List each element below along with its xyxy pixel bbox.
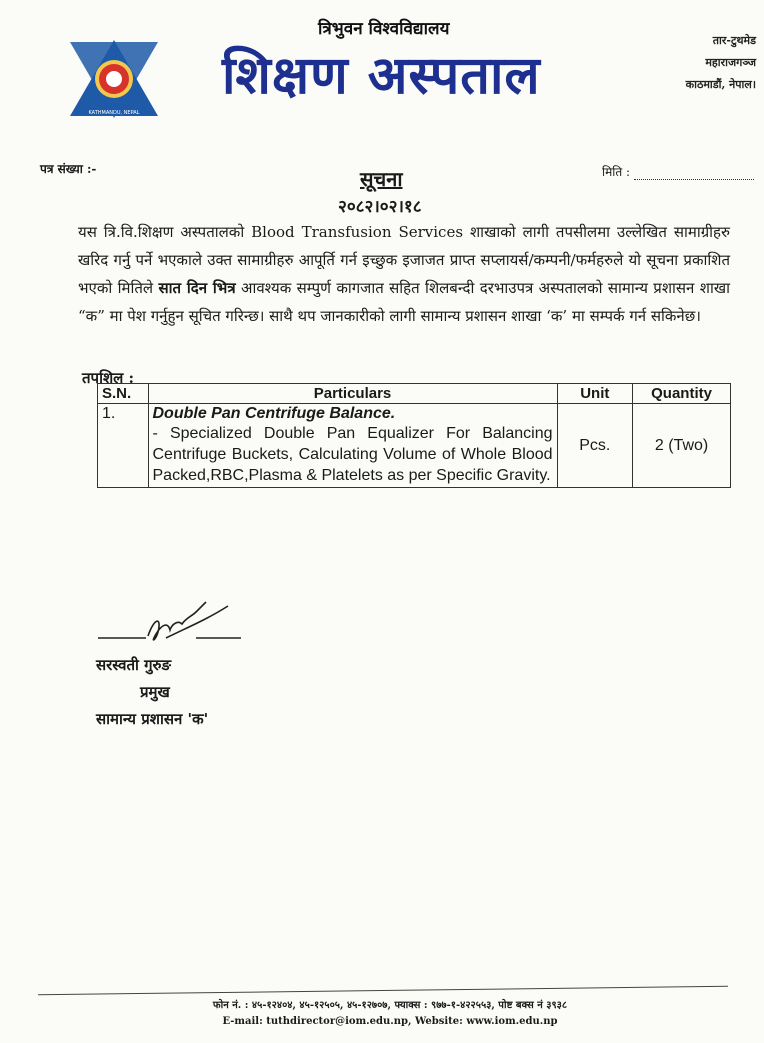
table-heading: तपशिल : bbox=[82, 369, 135, 387]
notice-number: २०८२।०२।१८ bbox=[338, 197, 422, 217]
footer bbox=[140, 998, 640, 1030]
university-name: त्रिभुवन विश्वविद्यालय bbox=[318, 19, 450, 39]
address-line: तार-टुथमेड bbox=[712, 34, 756, 47]
address-block bbox=[686, 30, 756, 96]
body-bold-text: सात दिन भित्र bbox=[158, 279, 236, 297]
signatory-name: सरस्वती गुरुङ bbox=[96, 656, 172, 674]
reference-number-label: पत्र संख्या :- bbox=[40, 162, 97, 176]
body-text: आवश्यक सम्पुर्ण कागजात सहित शिलबन्दी दरभाउपत्र अस्पतालको सामान्य प्रशासन शाखा “क” मा पेश गर्नुहुन सूचित गरिन्छ। साथै थप जानकारीको लागी सामान्य प्रशासन शाखा ‘क’ मा सम्पर्क गर्न सकिनेछ। bbox=[78, 279, 730, 325]
signature-icon bbox=[96, 598, 246, 658]
header-sn: S.N. bbox=[98, 384, 149, 404]
header-particulars: Particulars bbox=[148, 384, 557, 404]
notice-body bbox=[78, 218, 730, 330]
item-title: Double Pan Centrifuge Balance. bbox=[152, 405, 396, 422]
body-text: यस त्रि.वि.शिक्षण अस्पतालको Blood Transfusion Services शाखाको लागी तपसीलमा उल्लेखित सामाग्रीहरु खरिद गर्नु पर्ने भएकाले उक्त सामाग्रीहरु आपूर्ति गर्न इच्छुक इजाजत प्राप्त सप्लायर्स/कम्पनी/फर्महरुले यो सूचना प्रकाशित भएको मितिले bbox=[78, 223, 730, 297]
item-description: - Specialized Double Pan Equalizer For Balancing Centrifuge Buckets, Calculating Volume of Whole Blood Packed,RBC,Plasma & Platelets as per Specific Gravity. bbox=[152, 425, 553, 484]
table-row bbox=[98, 404, 731, 488]
footer-contact: फोन नं. : ४५-१२४०४, ४५-१२५०५, ४५-१२७०७, फ्याक्स : ९७७-१-४२२५५३, पोष्ट बक्स नं ३९३८ bbox=[212, 1000, 568, 1011]
date-field bbox=[602, 163, 754, 180]
cell-sn: 1. bbox=[98, 404, 149, 488]
notice-title: सूचना bbox=[360, 167, 403, 191]
items-table bbox=[97, 383, 731, 488]
cell-quantity: 2 (Two) bbox=[633, 404, 731, 488]
footer-web: E-mail: tuthdirector@iom.edu.np, Website: www.iom.edu.np bbox=[222, 1016, 558, 1027]
hospital-name: शिक्षण अस्पताल bbox=[222, 45, 541, 106]
tu-logo-icon bbox=[68, 38, 160, 120]
address-line: महाराजगञ्ज bbox=[705, 56, 756, 69]
table-header-row bbox=[98, 384, 731, 404]
address-line: काठमाडौं, नेपाल। bbox=[685, 78, 756, 91]
cell-unit: Pcs. bbox=[557, 404, 633, 488]
footer-divider bbox=[38, 986, 728, 995]
cell-particulars bbox=[148, 404, 557, 488]
date-label: मिति : bbox=[602, 165, 631, 179]
logo-text: KATHMANDU, NEPAL bbox=[88, 110, 140, 116]
signatory-block bbox=[96, 652, 208, 733]
signatory-office: सामान्य प्रशासन 'क' bbox=[96, 710, 209, 728]
header-quantity: Quantity bbox=[633, 384, 731, 404]
header-unit: Unit bbox=[557, 384, 633, 404]
signatory-position: प्रमुख bbox=[140, 683, 170, 701]
